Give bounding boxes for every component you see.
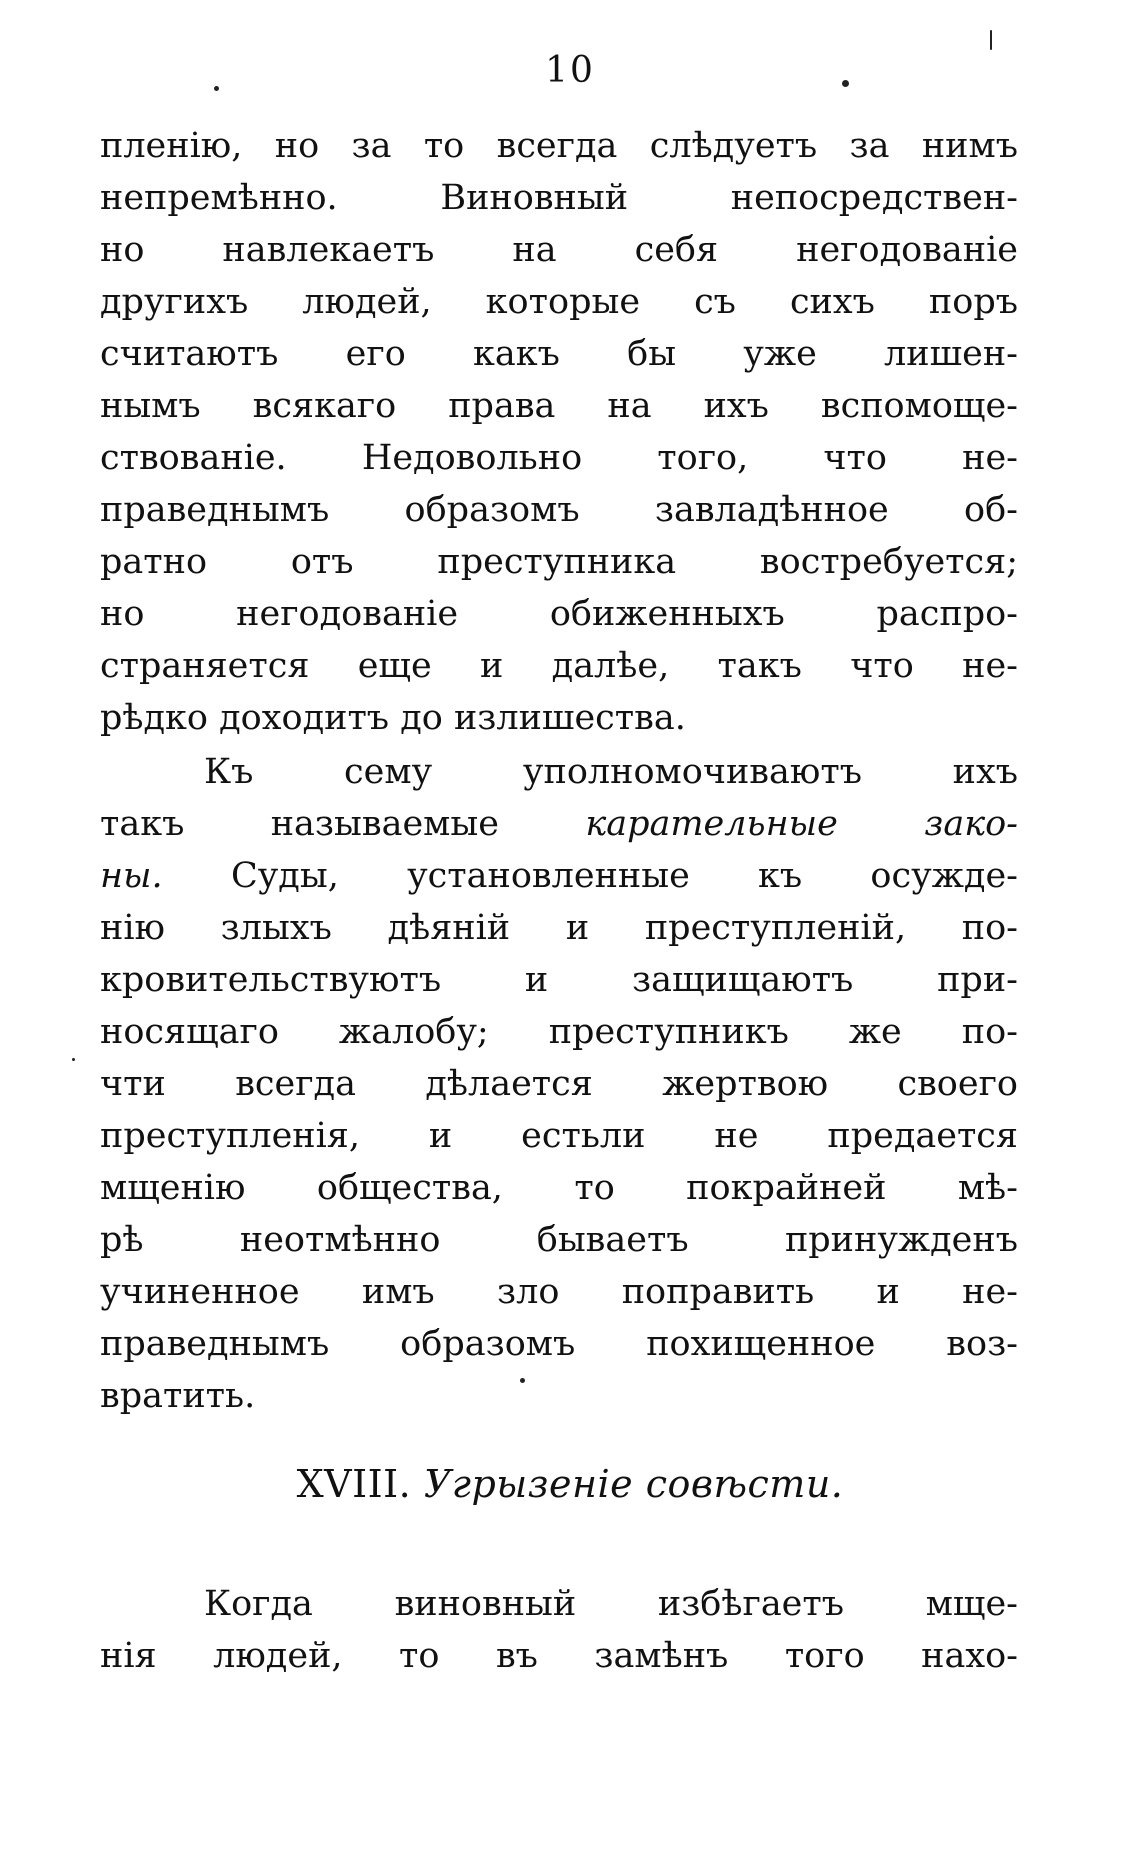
text-line: праведнымъ образомъ похищенное воз- [100,1324,1018,1364]
text-line: праведнымъ образомъ завладѣнное об- [100,490,1018,530]
text-line: носящаго жалобу; преступникъ же по- [100,1012,1018,1052]
text-line: чти всегда дѣлается жертвою своего [100,1064,1018,1104]
text-line: Къ сему уполномочиваютъ ихъ [204,752,1018,792]
text-run: такъ называемые [100,804,499,844]
text-line: ратно отъ преступника востребуется; [100,542,1018,582]
text-line: но негодованіе обиженныхъ распро- [100,594,1018,634]
section-number: XVIII. [296,1462,412,1506]
section-title: Угрызеніе совѣсти. [423,1462,844,1506]
text-line: нія людей, то въ замѣнъ того нахо- [100,1636,1018,1676]
text-line: рѣ неотмѣнно бываетъ принужденъ [100,1220,1018,1260]
text-line: пленію, но за то всегда слѣдуетъ за нимъ [100,126,1018,166]
italic-text-run: ны. [100,856,163,896]
text-line: рѣдко доходитъ до излишества. [100,698,686,738]
text-line: страняется еще и далѣе, такъ что не- [100,646,1018,686]
text-line: нымъ всякаго права на ихъ вспомоще- [100,386,1018,426]
paragraph-3 [100,1578,1018,1682]
text-line-with-italic [100,798,1018,850]
text-run: Суды, установленные къ осужде- [230,856,1018,896]
text-line: считаютъ его какъ бы уже лишен- [100,334,1018,374]
text-line: мщенію общества, то покрайней мѣ- [100,1168,1018,1208]
text-line: вратить. [100,1376,256,1416]
text-line: преступленія, и естьли не предается [100,1116,1018,1156]
text-line: кровительствуютъ и защищаютъ при- [100,960,1018,1000]
text-line: ствованіе. Недовольно того, что не- [100,438,1018,478]
text-line: Когда виновный избѣгаетъ мще- [204,1584,1018,1624]
text-line: учиненное имъ зло поправить и не- [100,1272,1018,1312]
text-line: но навлекаетъ на себя негодованіе [100,230,1018,270]
paragraph-2 [100,746,1018,1422]
text-line: другихъ людей, которые съ сихъ поръ [100,282,1018,322]
section-heading [0,1462,1140,1506]
paragraph-1 [100,120,1018,744]
text-line-with-italic [100,850,1018,902]
page-number: 10 [545,50,595,91]
text-line: нію злыхъ дѣяній и преступленій, по- [100,908,1018,948]
text-line: непремѣнно. Виновный непосредствен- [100,178,1018,218]
italic-text-run: карательные зако- [585,804,1018,844]
